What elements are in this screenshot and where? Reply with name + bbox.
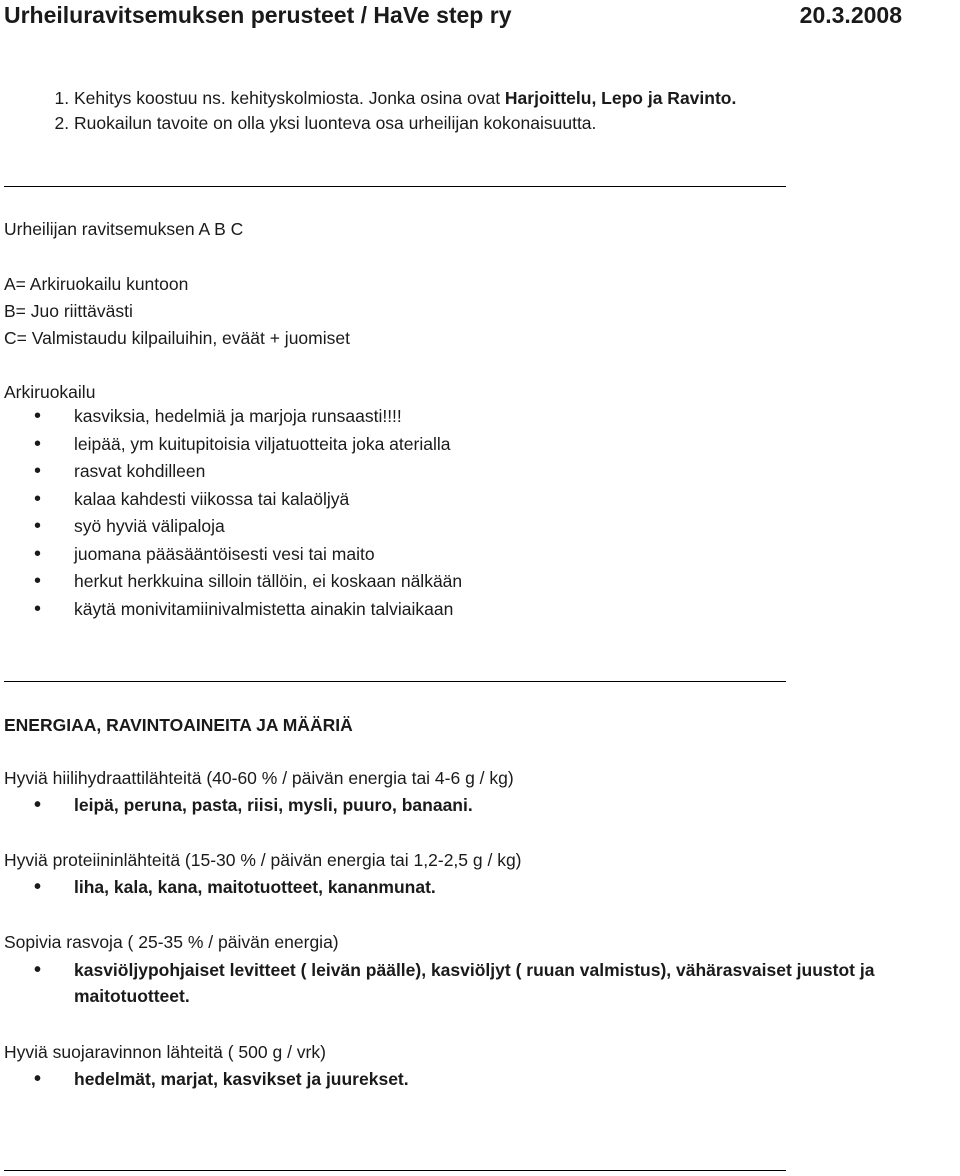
document-header <box>4 2 954 34</box>
list-item: • rasvat kohdilleen <box>0 458 960 486</box>
energia-heading: ENERGIAA, RAVINTOAINEITA JA MÄÄRIÄ <box>4 715 353 735</box>
list-item: • leipää, ym kuitupitoisia viljatuotteita joka aterialla <box>0 431 960 459</box>
document-title: Urheiluravitsemuksen perusteet / HaVe step ry <box>4 2 512 28</box>
list-item: • kalaa kahdesti viikossa tai kalaöljyä <box>0 486 960 514</box>
veg-title: Hyviä suojaravinnon lähteitä ( 500 g / vrk) <box>4 1042 326 1062</box>
fat-title: Sopivia rasvoja ( 25-35 % / päivän energia) <box>4 932 339 952</box>
document-date: 20.3.2008 <box>799 2 902 28</box>
abc-a: A= Arkiruokailu kuntoon <box>4 274 189 294</box>
list-item: • juomana pääsääntöisesti vesi tai maito <box>0 541 960 569</box>
list-item: • kasviöljypohjaiset levitteet ( leivän päälle), kasviöljyt ( ruuan valmistus), vähärasvaiset juustot ja maitotuotteet. <box>0 957 954 1009</box>
intro-list <box>0 86 934 136</box>
list-item: • kasviksia, hedelmiä ja marjoja runsaasti!!!! <box>0 403 960 431</box>
divider-2 <box>4 681 786 682</box>
carbs-list <box>0 792 960 820</box>
list-item: • leipä, peruna, pasta, riisi, mysli, puuro, banaani. <box>0 792 960 820</box>
list-item: • herkut herkkuina silloin tällöin, ei koskaan nälkään <box>0 568 960 596</box>
protein-title: Hyviä proteiininlähteitä (15-30 % / päivän energia tai 1,2-2,5 g / kg) <box>4 850 522 870</box>
fat-list <box>0 957 960 1009</box>
list-item: • liha, kala, kana, maitotuotteet, kananmunat. <box>0 874 960 902</box>
carbs-title: Hyviä hiilihydraattilähteitä (40-60 % / päivän energia tai 4-6 g / kg) <box>4 768 514 788</box>
list-item: • hedelmät, marjat, kasvikset ja juurekset. <box>0 1066 960 1094</box>
intro-item-1-text: Kehitys koostuu ns. kehityskolmiosta. Jonka osina ovat <box>74 88 505 108</box>
intro-item-1 <box>74 86 934 111</box>
arkiruokailu-heading: Arkiruokailu <box>4 382 96 402</box>
intro-item-2: 2. Ruokailun tavoite on olla yksi luonteva osa urheilijan kokonaisuutta. <box>74 111 934 136</box>
divider-1 <box>4 186 786 187</box>
intro-item-1-bold: Harjoittelu, Lepo ja Ravinto. <box>504 88 737 108</box>
protein-list <box>0 874 960 902</box>
list-item: • syö hyviä välipaloja <box>0 513 960 541</box>
abc-b: B= Juo riittävästi <box>4 301 133 321</box>
abc-c: C= Valmistaudu kilpailuihin, eväät + juomiset <box>4 328 350 348</box>
veg-list <box>0 1066 960 1094</box>
arkiruokailu-list <box>0 403 960 623</box>
divider-3 <box>4 1170 786 1171</box>
abc-heading: Urheilijan ravitsemuksen A B C <box>4 219 244 239</box>
list-item: • käytä monivitamiinivalmistetta ainakin talviaikaan <box>0 596 960 624</box>
